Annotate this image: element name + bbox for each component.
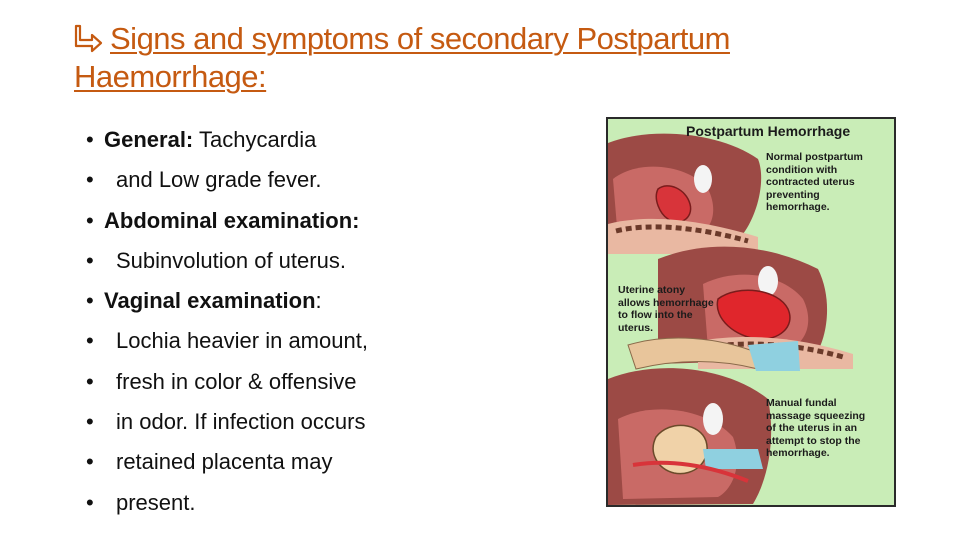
arrow-down-right-icon (74, 23, 104, 53)
bullet-dot: • (86, 328, 94, 354)
bullet-item (86, 241, 546, 281)
bullet-dot: • (86, 368, 94, 394)
bullet-text: Tachycardia (193, 127, 317, 152)
bullet-label: Vaginal examination (104, 288, 316, 314)
normal-uterus-panel (608, 134, 761, 254)
bullet-item (86, 402, 546, 442)
slide-title-text: Signs and symptoms of secondary Postpartum Haemorrhage: (74, 21, 730, 94)
bullet-text: present. (116, 489, 196, 515)
bullet-item (86, 120, 546, 160)
bullet-list (86, 120, 546, 523)
bullet-item (86, 362, 546, 402)
caption-massage: Manual fundal massage squeezing of the uterus in an attempt to stop the hemorrhage. (766, 397, 866, 459)
slide-title (74, 20, 894, 96)
caption-normal: Normal postpartum condition with contracted uterus preventing hemorrhage. (766, 151, 863, 213)
bullet-label: Abdominal examination: (104, 207, 360, 233)
bullet-dot: • (86, 247, 94, 273)
caption-atony: Uterine atony allows hemorrhage to flow into the uterus. (618, 284, 714, 334)
bullet-item (86, 160, 546, 200)
bullet-dot: • (86, 449, 94, 475)
bullet-label: General: (104, 127, 194, 152)
postpartum-hemorrhage-figure (606, 117, 896, 507)
bullet-text: Subinvolution of uterus. (116, 247, 346, 273)
bullet-dot: • (86, 288, 94, 314)
figure-title: Postpartum Hemorrhage (686, 123, 851, 139)
bullet-text: fresh in color & offensive (116, 368, 357, 394)
bullet-dot: • (86, 127, 94, 152)
bullet-dot: • (86, 167, 94, 193)
bullet-text: Lochia heavier in amount, (116, 328, 368, 354)
bullet-text: and Low grade fever. (116, 167, 322, 193)
bullet-dot: • (86, 489, 94, 515)
bullet-item (86, 321, 546, 361)
bullet-text: in odor. If infection occurs (116, 409, 366, 435)
bullet-item (86, 281, 546, 321)
bullet-item (86, 442, 546, 482)
bullet-dot: • (86, 409, 94, 435)
bullet-text: : (315, 288, 322, 314)
bullet-text: retained placenta may (116, 449, 333, 475)
bullet-item (86, 483, 546, 523)
bullet-dot: • (86, 207, 94, 233)
bullet-item (86, 201, 546, 241)
